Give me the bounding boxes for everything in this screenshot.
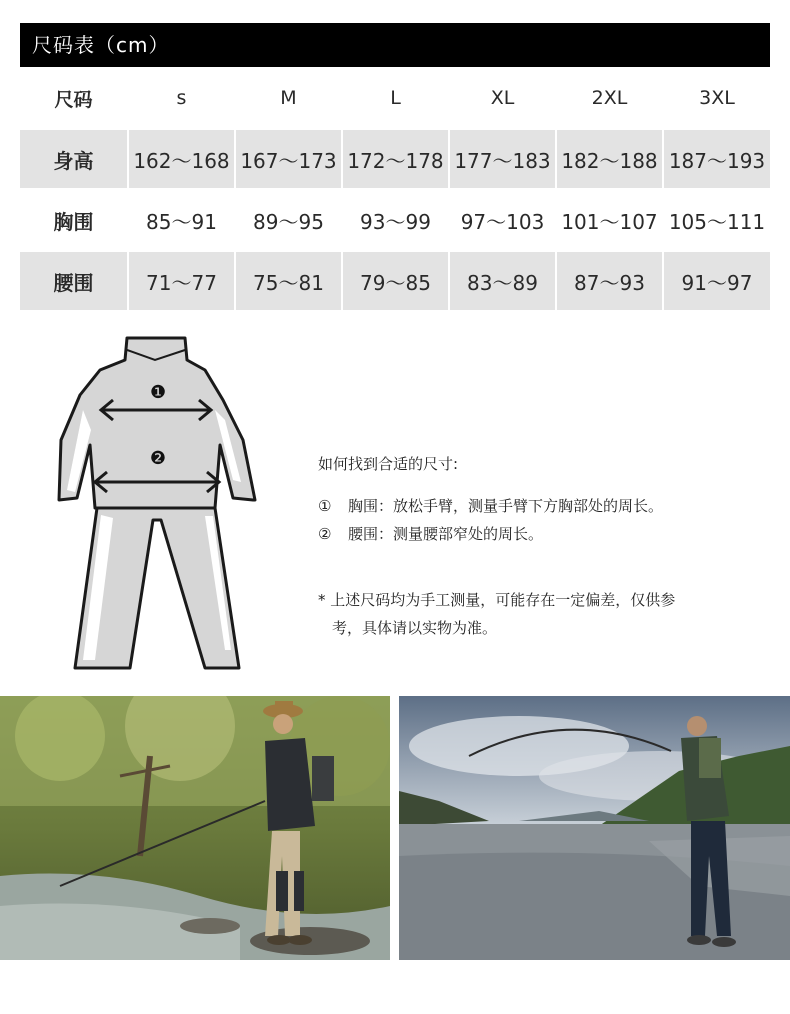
row-label: 身高 — [20, 129, 128, 190]
fishing-lake-photo — [399, 696, 790, 960]
table-cell: 93～99 — [342, 190, 449, 251]
table-cell: 75～81 — [235, 251, 342, 312]
table-cell: 83～89 — [449, 251, 556, 312]
table-header-row — [20, 69, 770, 129]
garment-outline-icon — [55, 330, 265, 675]
table-row-waist — [20, 251, 770, 312]
row-label: 胸围 — [20, 190, 128, 251]
table-cell: 89～95 — [235, 190, 342, 251]
measurement-note-continued: 考，具体请以实物为准。 — [332, 619, 498, 637]
table-cell: 167～173 — [235, 129, 342, 190]
instruction-item-waist — [318, 520, 768, 548]
chest-marker: ❶ — [149, 382, 167, 403]
size-header: L — [342, 69, 449, 129]
instruction-text: 腰围：测量腰部窄处的周长。 — [348, 525, 544, 543]
size-header: 3XL — [663, 69, 770, 129]
waist-marker: ❷ — [149, 448, 167, 469]
measurement-note: * 上述尺码均为手工测量，可能存在一定偏差，仅供参 — [318, 591, 676, 609]
table-cell: 162～168 — [128, 129, 235, 190]
size-header: 2XL — [556, 69, 663, 129]
instruction-item-chest — [318, 492, 768, 520]
fishing-riverbank-photo — [0, 696, 390, 960]
row-label: 腰围 — [20, 251, 128, 312]
table-row-height — [20, 129, 770, 190]
instruction-text: 胸围：放松手臂，测量手臂下方胸部处的周长。 — [348, 497, 664, 515]
measurement-instructions — [318, 450, 768, 642]
table-cell: 177～183 — [449, 129, 556, 190]
size-header: XL — [449, 69, 556, 129]
table-cell: 97～103 — [449, 190, 556, 251]
size-table — [20, 69, 770, 313]
table-cell: 172～178 — [342, 129, 449, 190]
table-cell: 85～91 — [128, 190, 235, 251]
table-cell: 101～107 — [556, 190, 663, 251]
table-cell: 182～188 — [556, 129, 663, 190]
instruction-number: ② — [318, 525, 332, 543]
size-header: s — [128, 69, 235, 129]
table-row-chest — [20, 190, 770, 251]
garment-measurement-diagram — [55, 330, 265, 675]
instructions-heading: 如何找到合适的尺寸: — [318, 455, 459, 473]
table-cell: 187～193 — [663, 129, 770, 190]
table-cell: 79～85 — [342, 251, 449, 312]
size-chart-title: 尺码表（cm） — [20, 23, 770, 67]
table-cell: 91～97 — [663, 251, 770, 312]
size-header: M — [235, 69, 342, 129]
header-label: 尺码 — [20, 69, 128, 129]
instruction-number: ① — [318, 497, 332, 515]
table-cell: 105～111 — [663, 190, 770, 251]
table-cell: 87～93 — [556, 251, 663, 312]
table-cell: 71～77 — [128, 251, 235, 312]
